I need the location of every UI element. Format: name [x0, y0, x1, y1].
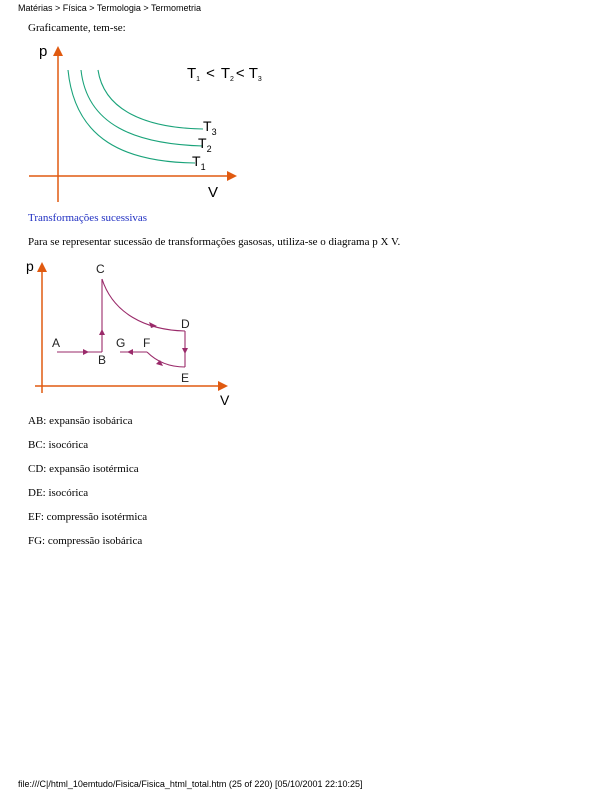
list-item: BC: isocórica — [28, 439, 89, 451]
isotherm-diagram — [25, 40, 285, 200]
v-axis-arrow — [227, 171, 237, 181]
p-axis-arrow — [53, 46, 63, 56]
list-item: DE: isocórica — [28, 487, 89, 499]
point-label-g: G — [116, 336, 126, 350]
point-label-f: F — [143, 336, 151, 350]
section-title: Transformações sucessivas — [28, 212, 148, 224]
p-axis-label: p — [39, 43, 48, 60]
transformation-path — [57, 279, 185, 367]
list-item: AB: expansão isobárica — [28, 415, 133, 427]
transformations-diagram — [25, 258, 245, 408]
list-item: EF: compressão isotérmica — [28, 511, 148, 523]
v-axis-arrow-2 — [218, 381, 228, 391]
list-item: CD: expansão isotérmica — [28, 463, 139, 475]
curve-label-t3: $T_3$ — [203, 118, 217, 137]
arrow-ef — [156, 360, 163, 366]
isotherm-curve-t1 — [68, 70, 195, 163]
arrow-bc — [99, 329, 105, 335]
curve-label-t2: $T_2$ — [198, 135, 212, 154]
transformations-list — [28, 414, 147, 558]
segment-ef — [147, 352, 185, 367]
arrow-fg — [127, 349, 133, 355]
arrow-ab — [83, 349, 89, 355]
p-axis-label-2: p — [26, 258, 34, 274]
p-axis-arrow-2 — [37, 262, 47, 272]
point-label-a: A — [52, 336, 61, 350]
svg-text:T1<T2<T3: $T_1 < T_2 < T_3$ — [187, 65, 262, 83]
footer-path: file:///C|/html_10emtudo/Fisica/Fisica_html_total.htm (25 of 220) [05/10/2001 22:10:25] — [18, 779, 363, 789]
point-label-e: E — [181, 371, 190, 385]
intro-text: Graficamente, tem-se: — [28, 22, 126, 34]
breadcrumb: Matérias > Física > Termologia > Termometria — [18, 3, 201, 13]
point-label-c: C — [96, 262, 105, 276]
temperature-relation — [187, 65, 262, 83]
segment-cd — [102, 279, 185, 331]
point-label-b: B — [98, 353, 107, 367]
v-axis-label: V — [208, 184, 219, 201]
isotherm-curve-t2 — [81, 70, 203, 146]
list-item: FG: compressão isobárica — [28, 535, 143, 547]
v-axis-label-2: V — [220, 392, 230, 408]
arrow-de — [182, 348, 188, 354]
section-text: Para se representar sucessão de transformações gasosas, utiliza-se o diagrama p X V. — [28, 236, 401, 248]
curve-label-t1: $T_1$ — [192, 153, 206, 172]
point-label-d: D — [181, 317, 190, 331]
